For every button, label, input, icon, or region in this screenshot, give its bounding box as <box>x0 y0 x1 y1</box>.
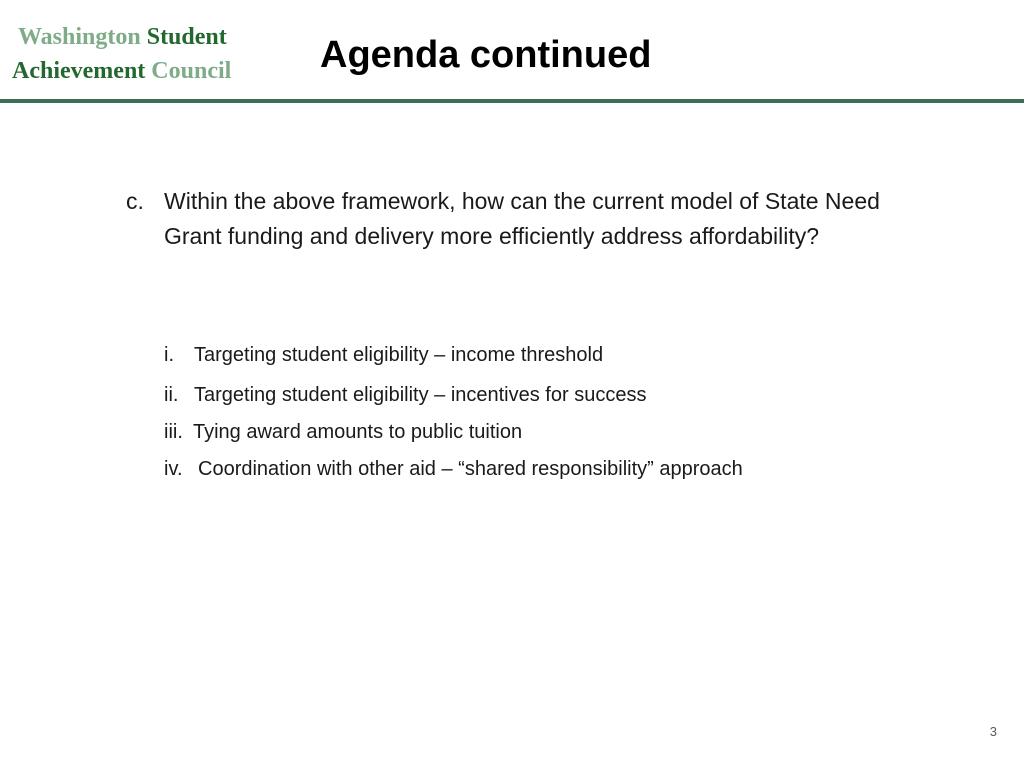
sub-item-marker: iii. <box>164 421 183 443</box>
sub-item-marker: ii. <box>164 384 179 406</box>
agenda-sub-item <box>164 417 964 447</box>
agenda-sub-item <box>164 380 964 410</box>
logo-line-2 <box>12 54 272 88</box>
page-number: 3 <box>989 724 997 739</box>
agenda-item-text: Within the above framework, how can the current model of State Need Grant funding and delivery more efficiently address affordability? <box>164 188 880 249</box>
slide-title: Agenda continued <box>320 34 652 76</box>
sub-item-text: Tying award amounts to public tuition <box>193 421 523 443</box>
organization-logo <box>12 20 272 88</box>
sub-item-marker: iv. <box>164 458 183 480</box>
agenda-sub-list <box>164 340 964 484</box>
agenda-sub-item <box>164 454 964 484</box>
logo-word-achievement: Achievement <box>12 58 146 84</box>
sub-item-marker: i. <box>164 344 174 366</box>
sub-item-text: Targeting student eligibility – incentives for success <box>194 384 647 406</box>
logo-line-1 <box>12 20 272 54</box>
logo-word-council: Council <box>151 58 232 84</box>
logo-word-washington: Washington <box>18 24 141 50</box>
agenda-sub-item <box>164 340 964 370</box>
header-divider <box>0 99 1024 103</box>
agenda-item-marker: c. <box>126 188 144 214</box>
agenda-item-c <box>126 184 936 254</box>
logo-word-student: Student <box>146 24 227 50</box>
sub-item-text: Targeting student eligibility – income threshold <box>194 344 604 366</box>
sub-item-text: Coordination with other aid – “shared responsibility” approach <box>198 458 743 480</box>
